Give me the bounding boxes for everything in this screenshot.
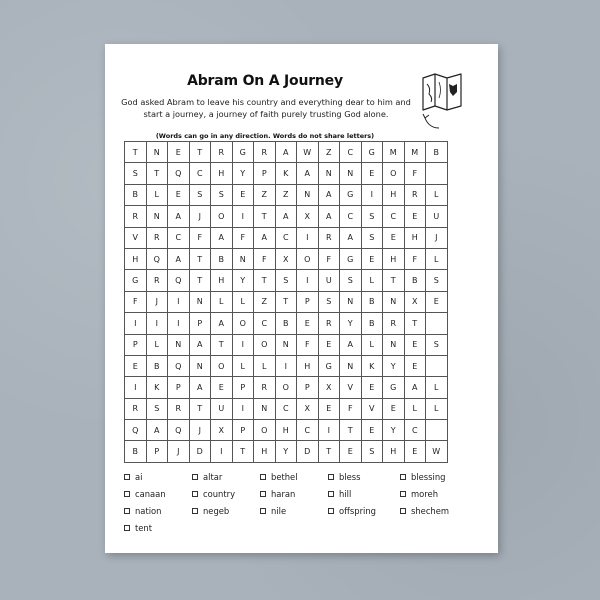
word-label: negeb bbox=[203, 506, 230, 516]
grid-cell[interactable]: N bbox=[318, 163, 340, 184]
word-item bbox=[328, 472, 400, 482]
grid-cell[interactable]: E bbox=[361, 163, 383, 184]
grid-cell[interactable]: A bbox=[275, 142, 297, 163]
grid-cell[interactable]: Y bbox=[340, 313, 362, 334]
checkbox-icon[interactable] bbox=[260, 474, 266, 480]
grid-cell[interactable]: T bbox=[318, 441, 340, 462]
grid-cell[interactable]: B bbox=[125, 441, 147, 462]
grid-cell[interactable]: A bbox=[404, 377, 426, 398]
grid-cell[interactable]: T bbox=[146, 163, 168, 184]
grid-cell[interactable]: D bbox=[297, 441, 319, 462]
word-label: country bbox=[203, 489, 236, 499]
word-label: shechem bbox=[411, 506, 450, 516]
grid-cell[interactable]: H bbox=[383, 184, 405, 205]
grid-cell[interactable]: F bbox=[340, 398, 362, 419]
grid-cell[interactable]: E bbox=[383, 227, 405, 248]
grid-cell[interactable]: A bbox=[168, 206, 190, 227]
grid-cell[interactable]: U bbox=[318, 270, 340, 291]
grid-cell[interactable]: S bbox=[146, 398, 168, 419]
grid-cell[interactable]: Y bbox=[383, 420, 405, 441]
grid-cell[interactable]: A bbox=[340, 227, 362, 248]
grid-cell[interactable]: H bbox=[275, 420, 297, 441]
grid-cell[interactable]: A bbox=[189, 334, 211, 355]
grid-cell[interactable]: E bbox=[232, 184, 254, 205]
grid-cell[interactable]: I bbox=[297, 270, 319, 291]
word-label: nile bbox=[271, 506, 287, 516]
grid-cell[interactable]: Z bbox=[318, 142, 340, 163]
grid-cell[interactable]: R bbox=[404, 184, 426, 205]
grid-cell[interactable]: P bbox=[146, 441, 168, 462]
word-label: tent bbox=[135, 523, 153, 533]
grid-cell[interactable]: F bbox=[232, 227, 254, 248]
grid-cell[interactable]: S bbox=[318, 291, 340, 312]
grid-cell[interactable]: A bbox=[318, 184, 340, 205]
grid-cell[interactable]: E bbox=[318, 334, 340, 355]
grid-cell[interactable]: O bbox=[275, 377, 297, 398]
checkbox-icon[interactable] bbox=[400, 474, 406, 480]
word-item bbox=[260, 472, 328, 482]
grid-cell[interactable]: E bbox=[404, 206, 426, 227]
grid-cell[interactable]: R bbox=[125, 398, 147, 419]
grid-cell[interactable]: E bbox=[426, 291, 448, 312]
word-item bbox=[400, 506, 470, 516]
grid-cell[interactable]: X bbox=[318, 377, 340, 398]
grid-cell[interactable]: I bbox=[232, 398, 254, 419]
grid-cell[interactable]: O bbox=[232, 313, 254, 334]
grid-cell[interactable]: I bbox=[168, 313, 190, 334]
grid-cell[interactable]: E bbox=[383, 398, 405, 419]
grid-cell[interactable]: U bbox=[426, 206, 448, 227]
grid-cell[interactable]: P bbox=[125, 334, 147, 355]
grid-cell[interactable]: L bbox=[426, 398, 448, 419]
grid-cell[interactable]: N bbox=[383, 334, 405, 355]
word-search-grid bbox=[124, 141, 448, 463]
grid-cell[interactable]: P bbox=[232, 420, 254, 441]
word-label: nation bbox=[135, 506, 162, 516]
checkbox-icon[interactable] bbox=[400, 508, 406, 514]
grid-cell[interactable]: N bbox=[168, 334, 190, 355]
grid-cell[interactable]: C bbox=[340, 142, 362, 163]
word-item bbox=[328, 489, 400, 499]
grid-cell[interactable]: C bbox=[168, 227, 190, 248]
grid-cell[interactable]: E bbox=[125, 355, 147, 376]
checkbox-icon[interactable] bbox=[124, 491, 130, 497]
grid-cell[interactable]: H bbox=[125, 248, 147, 269]
word-label: canaan bbox=[135, 489, 166, 499]
grid-cell[interactable]: I bbox=[146, 313, 168, 334]
grid-cell[interactable]: V bbox=[340, 377, 362, 398]
grid-cell[interactable]: W bbox=[297, 142, 319, 163]
checkbox-icon[interactable] bbox=[124, 508, 130, 514]
grid-cell[interactable]: L bbox=[426, 248, 448, 269]
grid-cell[interactable]: E bbox=[318, 398, 340, 419]
grid-cell[interactable]: N bbox=[340, 291, 362, 312]
word-label: bethel bbox=[271, 472, 298, 482]
grid-cell[interactable]: N bbox=[275, 334, 297, 355]
checkbox-icon[interactable] bbox=[124, 474, 130, 480]
grid-cell[interactable]: H bbox=[211, 163, 233, 184]
grid-cell[interactable]: G bbox=[340, 184, 362, 205]
grid-row bbox=[125, 184, 448, 205]
grid-row bbox=[125, 355, 448, 376]
grid-cell[interactable]: G bbox=[318, 355, 340, 376]
grid-cell[interactable] bbox=[426, 420, 448, 441]
grid-cell[interactable]: U bbox=[211, 398, 233, 419]
grid-cell[interactable]: L bbox=[146, 334, 168, 355]
grid-cell[interactable]: S bbox=[361, 206, 383, 227]
grid-cell[interactable]: L bbox=[426, 184, 448, 205]
grid-row bbox=[125, 270, 448, 291]
word-label: altar bbox=[203, 472, 223, 482]
word-item bbox=[192, 489, 260, 499]
grid-cell[interactable]: Y bbox=[383, 355, 405, 376]
grid-cell[interactable]: V bbox=[125, 227, 147, 248]
grid-cell[interactable]: B bbox=[146, 355, 168, 376]
grid-cell[interactable]: S bbox=[340, 270, 362, 291]
grid-cell[interactable]: S bbox=[125, 163, 147, 184]
grid-cell[interactable]: K bbox=[275, 163, 297, 184]
grid-cell[interactable]: J bbox=[168, 441, 190, 462]
grid-cell[interactable]: C bbox=[275, 227, 297, 248]
grid-cell[interactable]: F bbox=[404, 163, 426, 184]
grid-cell[interactable]: Z bbox=[275, 184, 297, 205]
grid-cell[interactable]: T bbox=[189, 270, 211, 291]
grid-cell[interactable]: N bbox=[189, 291, 211, 312]
grid-cell[interactable]: T bbox=[189, 248, 211, 269]
grid-cell[interactable]: A bbox=[189, 377, 211, 398]
grid-cell[interactable]: H bbox=[254, 441, 276, 462]
checkbox-icon[interactable] bbox=[192, 474, 198, 480]
grid-cell[interactable]: I bbox=[318, 420, 340, 441]
word-item bbox=[124, 506, 192, 516]
grid-cell[interactable]: I bbox=[297, 227, 319, 248]
grid-cell[interactable]: S bbox=[426, 270, 448, 291]
grid-cell[interactable]: T bbox=[254, 206, 276, 227]
checkbox-icon[interactable] bbox=[124, 525, 130, 531]
grid-cell[interactable]: E bbox=[361, 377, 383, 398]
word-item bbox=[400, 472, 470, 482]
grid-cell[interactable]: Q bbox=[168, 270, 190, 291]
grid-cell[interactable]: E bbox=[404, 441, 426, 462]
grid-cell[interactable]: N bbox=[146, 142, 168, 163]
grid-cell[interactable]: R bbox=[125, 206, 147, 227]
grid-cell[interactable]: J bbox=[189, 420, 211, 441]
grid-cell[interactable]: B bbox=[426, 142, 448, 163]
grid-cell[interactable]: H bbox=[404, 227, 426, 248]
grid-cell[interactable]: X bbox=[404, 291, 426, 312]
grid-cell[interactable]: T bbox=[404, 313, 426, 334]
grid-cell[interactable]: Q bbox=[168, 420, 190, 441]
grid-cell[interactable]: F bbox=[404, 248, 426, 269]
word-item bbox=[400, 489, 470, 499]
grid-cell[interactable]: W bbox=[426, 441, 448, 462]
grid-cell[interactable]: N bbox=[254, 398, 276, 419]
grid-cell[interactable]: M bbox=[383, 142, 405, 163]
word-label: offspring bbox=[339, 506, 376, 516]
grid-cell[interactable]: Q bbox=[168, 163, 190, 184]
grid-row bbox=[125, 163, 448, 184]
grid-cell[interactable]: R bbox=[318, 313, 340, 334]
grid-cell[interactable]: A bbox=[254, 227, 276, 248]
grid-cell[interactable]: C bbox=[189, 163, 211, 184]
grid-cell[interactable]: E bbox=[297, 313, 319, 334]
grid-cell[interactable]: E bbox=[211, 377, 233, 398]
grid-cell[interactable]: I bbox=[361, 184, 383, 205]
grid-cell[interactable]: Y bbox=[232, 270, 254, 291]
grid-cell[interactable]: O bbox=[211, 206, 233, 227]
grid-row bbox=[125, 420, 448, 441]
word-item bbox=[260, 506, 328, 516]
grid-cell[interactable]: C bbox=[404, 420, 426, 441]
grid-cell[interactable]: T bbox=[232, 441, 254, 462]
grid-row bbox=[125, 313, 448, 334]
grid-cell[interactable]: E bbox=[404, 355, 426, 376]
word-item bbox=[260, 489, 328, 499]
grid-cell[interactable]: C bbox=[383, 206, 405, 227]
grid-cell[interactable]: Q bbox=[146, 248, 168, 269]
intro-text: God asked Abram to leave his country and everything dear to him and start a journey, a journey of faith purely trusting God alone. bbox=[121, 97, 411, 119]
grid-cell[interactable]: K bbox=[146, 377, 168, 398]
grid-cell[interactable]: Z bbox=[254, 184, 276, 205]
grid-cell[interactable]: O bbox=[297, 248, 319, 269]
grid-cell[interactable]: D bbox=[189, 441, 211, 462]
grid-cell[interactable]: A bbox=[211, 227, 233, 248]
grid-cell[interactable]: I bbox=[232, 206, 254, 227]
grid-cell[interactable]: L bbox=[211, 291, 233, 312]
word-bank bbox=[124, 472, 474, 533]
grid-cell[interactable]: I bbox=[168, 291, 190, 312]
grid-cell[interactable]: X bbox=[211, 420, 233, 441]
checkbox-icon[interactable] bbox=[328, 474, 334, 480]
grid-cell[interactable]: L bbox=[232, 355, 254, 376]
grid-cell[interactable]: O bbox=[254, 334, 276, 355]
grid-cell[interactable]: L bbox=[361, 270, 383, 291]
grid-cell[interactable]: T bbox=[383, 270, 405, 291]
grid-cell[interactable] bbox=[426, 163, 448, 184]
word-label: haran bbox=[271, 489, 296, 499]
grid-cell[interactable]: N bbox=[189, 355, 211, 376]
grid-cell[interactable]: L bbox=[426, 377, 448, 398]
checkbox-icon[interactable] bbox=[260, 508, 266, 514]
grid-cell[interactable]: C bbox=[275, 398, 297, 419]
grid-row bbox=[125, 206, 448, 227]
grid-cell[interactable]: T bbox=[254, 270, 276, 291]
word-label: ai bbox=[135, 472, 143, 482]
word-label: blessing bbox=[411, 472, 446, 482]
grid-cell[interactable]: T bbox=[211, 334, 233, 355]
grid-cell[interactable]: J bbox=[146, 291, 168, 312]
grid-cell[interactable]: G bbox=[125, 270, 147, 291]
grid-cell[interactable]: A bbox=[318, 206, 340, 227]
grid-cell[interactable]: R bbox=[168, 398, 190, 419]
grid-cell[interactable]: E bbox=[404, 334, 426, 355]
grid-cell[interactable]: S bbox=[426, 334, 448, 355]
grid-cell[interactable]: S bbox=[361, 441, 383, 462]
grid-cell[interactable]: A bbox=[146, 420, 168, 441]
grid-cell[interactable] bbox=[426, 313, 448, 334]
grid-cell[interactable]: I bbox=[125, 313, 147, 334]
grid-row bbox=[125, 248, 448, 269]
grid-cell[interactable]: A bbox=[297, 163, 319, 184]
grid-cell[interactable]: T bbox=[125, 142, 147, 163]
word-item bbox=[192, 472, 260, 482]
grid-cell[interactable]: G bbox=[232, 142, 254, 163]
grid-cell[interactable]: L bbox=[232, 291, 254, 312]
checkbox-icon[interactable] bbox=[260, 491, 266, 497]
grid-row bbox=[125, 291, 448, 312]
grid-cell[interactable]: Y bbox=[232, 163, 254, 184]
grid-row bbox=[125, 377, 448, 398]
grid-cell[interactable]: S bbox=[211, 184, 233, 205]
grid-cell[interactable]: R bbox=[254, 377, 276, 398]
grid-cell[interactable]: F bbox=[125, 291, 147, 312]
grid-cell[interactable]: F bbox=[318, 248, 340, 269]
grid-cell[interactable]: R bbox=[318, 227, 340, 248]
word-label: moreh bbox=[411, 489, 439, 499]
grid-cell[interactable]: T bbox=[340, 420, 362, 441]
grid-cell[interactable]: H bbox=[297, 355, 319, 376]
grid-cell[interactable]: F bbox=[189, 227, 211, 248]
grid-row bbox=[125, 142, 448, 163]
grid-cell[interactable]: B bbox=[361, 291, 383, 312]
grid-cell[interactable]: T bbox=[189, 398, 211, 419]
grid-cell[interactable]: R bbox=[383, 313, 405, 334]
grid-cell[interactable]: X bbox=[297, 206, 319, 227]
grid-cell[interactable]: R bbox=[254, 142, 276, 163]
grid-cell[interactable]: C bbox=[297, 420, 319, 441]
grid-cell[interactable]: X bbox=[275, 248, 297, 269]
grid-row bbox=[125, 334, 448, 355]
grid-cell[interactable]: C bbox=[254, 313, 276, 334]
word-item bbox=[328, 506, 400, 516]
grid-cell[interactable]: I bbox=[125, 377, 147, 398]
grid-cell[interactable]: E bbox=[361, 420, 383, 441]
grid-cell[interactable]: O bbox=[254, 420, 276, 441]
grid-cell[interactable]: P bbox=[189, 313, 211, 334]
grid-cell[interactable]: S bbox=[361, 227, 383, 248]
grid-cell[interactable]: F bbox=[297, 334, 319, 355]
grid-cell[interactable]: Y bbox=[275, 441, 297, 462]
grid-cell[interactable]: I bbox=[275, 355, 297, 376]
grid-cell[interactable]: F bbox=[254, 248, 276, 269]
word-item bbox=[192, 506, 260, 516]
grid-cell[interactable]: O bbox=[383, 163, 405, 184]
grid-cell[interactable]: C bbox=[340, 206, 362, 227]
grid-cell[interactable]: J bbox=[426, 227, 448, 248]
grid-cell[interactable]: A bbox=[275, 206, 297, 227]
grid-cell[interactable]: B bbox=[211, 248, 233, 269]
grid-cell[interactable]: B bbox=[361, 313, 383, 334]
grid-cell[interactable]: L bbox=[361, 334, 383, 355]
grid-cell[interactable]: N bbox=[146, 206, 168, 227]
grid-cell[interactable]: E bbox=[168, 142, 190, 163]
grid-cell[interactable]: N bbox=[340, 355, 362, 376]
checkbox-icon[interactable] bbox=[192, 508, 198, 514]
grid-cell[interactable]: S bbox=[189, 184, 211, 205]
worksheet-page bbox=[105, 44, 498, 553]
grid-cell[interactable]: G bbox=[361, 142, 383, 163]
grid-cell[interactable]: H bbox=[211, 270, 233, 291]
checkbox-icon[interactable] bbox=[400, 491, 406, 497]
grid-cell[interactable]: R bbox=[211, 142, 233, 163]
grid-cell[interactable]: P bbox=[297, 377, 319, 398]
grid-cell[interactable]: G bbox=[340, 248, 362, 269]
grid-cell[interactable]: I bbox=[211, 441, 233, 462]
grid-cell[interactable]: M bbox=[404, 142, 426, 163]
grid-cell[interactable]: Q bbox=[125, 420, 147, 441]
grid-cell[interactable]: X bbox=[297, 398, 319, 419]
grid-cell[interactable]: E bbox=[168, 184, 190, 205]
word-item bbox=[124, 489, 192, 499]
grid-cell[interactable]: A bbox=[168, 248, 190, 269]
grid-cell[interactable]: T bbox=[189, 142, 211, 163]
grid-cell[interactable]: S bbox=[275, 270, 297, 291]
grid-row bbox=[125, 227, 448, 248]
grid-cell[interactable]: L bbox=[254, 355, 276, 376]
grid-cell[interactable]: P bbox=[168, 377, 190, 398]
grid-cell[interactable]: E bbox=[361, 248, 383, 269]
grid-cell[interactable] bbox=[426, 355, 448, 376]
grid-cell[interactable]: Q bbox=[168, 355, 190, 376]
grid-cell[interactable]: B bbox=[275, 313, 297, 334]
grid-cell[interactable]: B bbox=[404, 270, 426, 291]
grid-cell[interactable]: V bbox=[361, 398, 383, 419]
grid-cell[interactable]: B bbox=[125, 184, 147, 205]
grid-cell[interactable]: Z bbox=[254, 291, 276, 312]
checkbox-icon[interactable] bbox=[328, 491, 334, 497]
grid-cell[interactable]: N bbox=[232, 248, 254, 269]
grid-cell[interactable]: H bbox=[383, 441, 405, 462]
grid-cell[interactable]: O bbox=[211, 355, 233, 376]
grid-cell[interactable]: R bbox=[146, 227, 168, 248]
word-label: hill bbox=[339, 489, 352, 499]
grid-cell[interactable]: K bbox=[361, 355, 383, 376]
instructions: (Words can go in any direction. Words do not share letters) bbox=[155, 132, 375, 140]
grid-cell[interactable]: P bbox=[297, 291, 319, 312]
grid-row bbox=[125, 398, 448, 419]
grid-cell[interactable]: P bbox=[254, 163, 276, 184]
checkbox-icon[interactable] bbox=[328, 508, 334, 514]
grid-cell[interactable]: L bbox=[146, 184, 168, 205]
map-icon bbox=[417, 70, 471, 132]
grid-cell[interactable]: G bbox=[383, 377, 405, 398]
page-title: Abram On A Journey bbox=[187, 73, 343, 89]
grid-cell[interactable]: P bbox=[232, 377, 254, 398]
grid-cell[interactable]: I bbox=[232, 334, 254, 355]
grid-cell[interactable]: J bbox=[189, 206, 211, 227]
grid-cell[interactable]: L bbox=[404, 398, 426, 419]
grid-cell[interactable]: N bbox=[340, 163, 362, 184]
word-item bbox=[124, 472, 192, 482]
grid-cell[interactable]: N bbox=[383, 291, 405, 312]
grid-cell[interactable]: H bbox=[383, 248, 405, 269]
grid-cell[interactable]: E bbox=[340, 441, 362, 462]
checkbox-icon[interactable] bbox=[192, 491, 198, 497]
grid-cell[interactable]: N bbox=[297, 184, 319, 205]
grid-cell[interactable]: R bbox=[146, 270, 168, 291]
grid-cell[interactable]: A bbox=[340, 334, 362, 355]
grid-cell[interactable]: A bbox=[211, 313, 233, 334]
word-label: bless bbox=[339, 472, 361, 482]
grid-cell[interactable]: T bbox=[275, 291, 297, 312]
word-item bbox=[124, 523, 192, 533]
grid-row bbox=[125, 441, 448, 462]
